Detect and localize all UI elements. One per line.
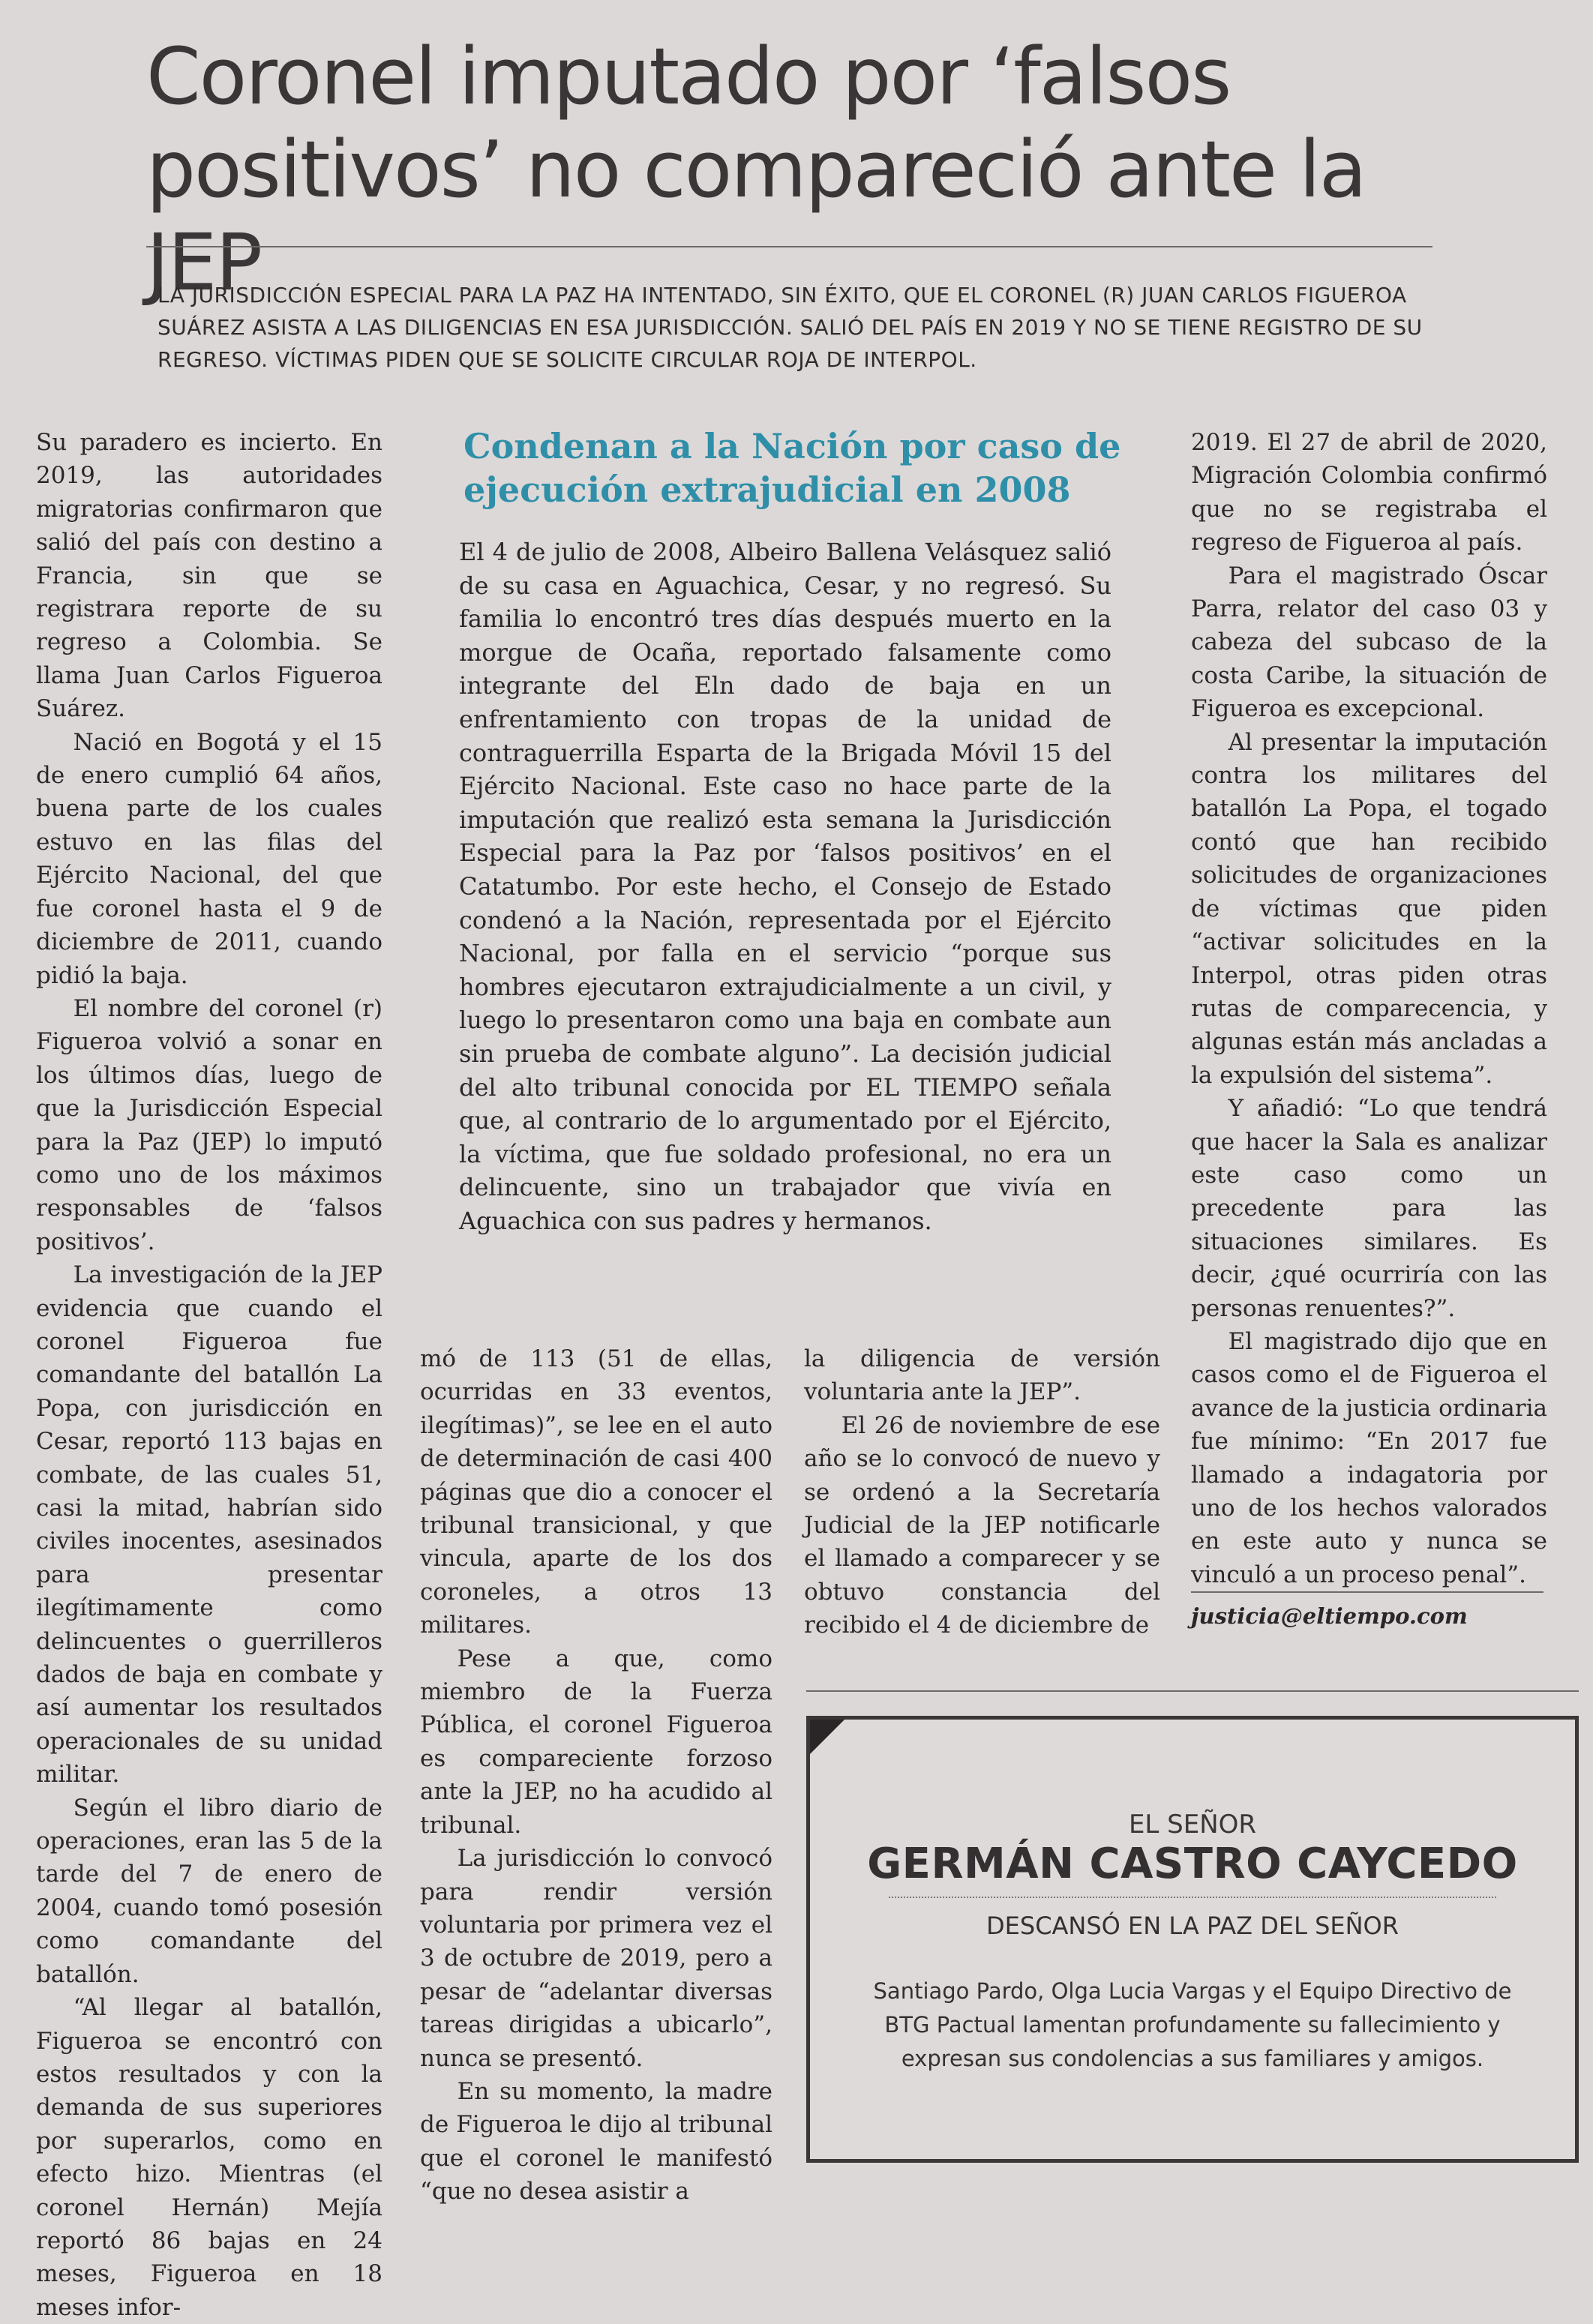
paragraph: La investigación de la JEP evidencia que cuando el coronel Figueroa fue comandante del batallón La Popa, con jurisdicción en Cesar, reportó 113 bajas en combate, de las cuales 51, casi la mitad, habrían sido civiles inocentes, asesinados para presentar ilegítimamente como delincuentes o guerrilleros dados de baja en combate y así aumentar los resultados operacionales de su unidad militar.	[36, 1261, 382, 1789]
headline: Coronel imputado por ‘falsos positivos’ no compareció ante la JEP	[146, 31, 1366, 308]
notice-honorific: EL SEÑOR	[1128, 1810, 1257, 1840]
paragraph: “Al llegar al batallón, Figueroa se encontró con estos resultados y con la demanda de sus superiores por superarlos, como en efecto hizo. Mientras (el coronel Hernán) Mejía reportó 86 bajas en 24 meses, Figueroa en 18 meses infor-	[36, 1994, 382, 2321]
inset-subhead: Condenan a la Nación por caso de ejecución extrajudicial en 2008	[464, 426, 1121, 510]
inset-paragraph: El 4 de julio de 2008, Albeiro Ballena Velásquez salió de su casa en Aguachica, Cesar, y no regresó. Su familia lo encontró tres días después muerto en la morgue de Ocaña, reportado falsamente como integrante del Eln dado de baja en un enfrentamiento con tropas de la unidad de contraguerrilla Esparta de la Brigada Móvil 15 del Ejército Nacional. Este caso no hace parte de la imputación que realizó esta semana la Jurisdicción Especial para la Paz por ‘falsos positivos’ en el Catatumbo. Por este hecho, el Consejo de Estado condenó a la Nación, representada por el Ejército Nacional, por falla en el servicio “porque sus hombres ejecutaron extrajudicialmente a un civil, y luego lo presentaron como una baja en combate aun sin prueba de combate alguno”. La decisión judicial del alto tribunal conocida por EL TIEMPO señala que, al contrario de lo argumentado por el Ejército, la víctima, que fue soldado profesional, no era un delincuente, sino un trabajador que vivía en Aguachica con sus padres y hermanos.	[459, 538, 1112, 1235]
paragraph: El 26 de noviembre de ese año se lo convocó de nuevo y se ordenó a la Secretaría Judicial de la JEP notificarle el llamado a comparecer y se obtuvo constancia del recibido el 4 de diciembre de	[804, 1411, 1160, 1639]
column-4	[1191, 426, 1547, 1591]
mourning-corner	[810, 1720, 844, 1754]
section-rule	[806, 1690, 1579, 1692]
notice-rest-line: DESCANSÓ EN LA PAZ DEL SEÑOR	[986, 1912, 1399, 1940]
paragraph: Según el libro diario de operaciones, eran las 5 de la tarde del 7 de enero de 2004, cuando tomó posesión como comandante del batallón.	[36, 1794, 382, 1988]
paragraph: 2019. El 27 de abril de 2020, Migración Colombia confirmó que no se registraba el regreso de Figueroa al país.	[1191, 429, 1547, 556]
column-2	[420, 1342, 772, 2209]
byline-email: justicia@eltiempo.com	[1191, 1603, 1468, 1629]
paragraph: Y añadió: “Lo que tendrá que hacer la Sala es analizar este caso como un precedente para las situaciones similares. Es decir, ¿qué ocurriría con las personas renuentes?”.	[1191, 1095, 1547, 1322]
notice-message: Santiago Pardo, Olga Lucia Vargas y el Equipo Directivo de BTG Pactual lamentan profundamente su fallecimiento y expresan sus condolencias a sus familiares y amigos.	[873, 1978, 1512, 2071]
headline-rule	[146, 246, 1432, 247]
paragraph: Nació en Bogotá y el 15 de enero cumplió 64 años, buena parte de los cuales estuvo en las filas del Ejército Nacional, del que fue coronel hasta el 9 de diciembre de 2011, cuando pidió la baja.	[36, 728, 382, 989]
paragraph: Al presentar la imputación contra los militares del batallón La Popa, el togado contó que han recibido solicitudes de organizaciones de víctimas que piden “activar solicitudes en la Interpol, otras piden otras rutas de comparecencia, y algunas están más ancladas a la expulsión del sistema”.	[1191, 728, 1547, 1089]
paragraph: Su paradero es incierto. En 2019, las autoridades migratorias confirmaron que salió del país con destino a Francia, sin que se registrara reporte de su regreso a Colombia. Se llama Juan Carlos Figueroa Suárez.	[36, 429, 382, 723]
paragraph: Pese a que, como miembro de la Fuerza Pública, el coronel Figueroa es compareciente forzoso ante la JEP, no ha acudido al tribunal.	[420, 1645, 772, 1839]
notice-divider	[889, 1897, 1496, 1898]
notice-name: GERMÁN CASTRO CAYCEDO	[867, 1840, 1518, 1888]
paragraph: mó de 113 (51 de ellas, ocurridas en 33 eventos, ilegítimas)”, se lee en el auto de determinación de casi 400 páginas que dio a conocer el tribunal transicional, y que vincula, aparte de los dos coroneles, a otros 13 militares.	[420, 1345, 772, 1639]
obituary-notice	[806, 1716, 1579, 2163]
inset-story	[459, 535, 1112, 1237]
byline-rule	[1191, 1591, 1544, 1593]
paragraph: El magistrado dijo que en casos como el de Figueroa el avance de la justicia ordinaria fue mínimo: “En 2017 fue llamado a indagatoria por uno de los hechos valorados en este auto y nunca se vinculó a un proceso penal”.	[1191, 1327, 1547, 1588]
paragraph: El nombre del coronel (r) Figueroa volvió a sonar en los últimos días, luego de que la Jurisdicción Especial para la Paz (JEP) lo imputó como uno de los máximos responsables de ‘falsos positivos’.	[36, 994, 382, 1255]
paragraph: Para el magistrado Óscar Parra, relator del caso 03 y cabeza del subcaso de la costa Caribe, la situación de Figueroa es excepcional.	[1191, 562, 1547, 723]
deck: LA JURISDICCIÓN ESPECIAL PARA LA PAZ HA INTENTADO, SIN ÉXITO, QUE EL CORONEL (R) JUAN CARLOS FIGUEROA SUÁREZ ASISTA A LAS DILIGENCIAS EN ESA JURISDICCIÓN. SALIÓ DEL PAÍS EN 2019 Y NO SE TIENE REGISTRO DE SU REGRESO. VÍCTIMAS PIDEN QUE SE SOLICITE CIRCULAR ROJA DE INTERPOL.	[158, 283, 1423, 372]
paragraph: La jurisdicción lo convocó para rendir versión voluntaria por primera vez el 3 de octubre de 2019, pero a pesar de “adelantar diversas tareas dirigidas a ubicarlo”, nunca se presentó.	[420, 1845, 772, 2072]
column-1	[36, 426, 382, 2324]
paragraph: la diligencia de versión voluntaria ante la JEP”.	[804, 1345, 1160, 1406]
paragraph: En su momento, la madre de Figueroa le dijo al tribunal que el coronel le manifestó “que no desea asistir a	[420, 2077, 772, 2206]
column-3	[804, 1342, 1160, 1642]
